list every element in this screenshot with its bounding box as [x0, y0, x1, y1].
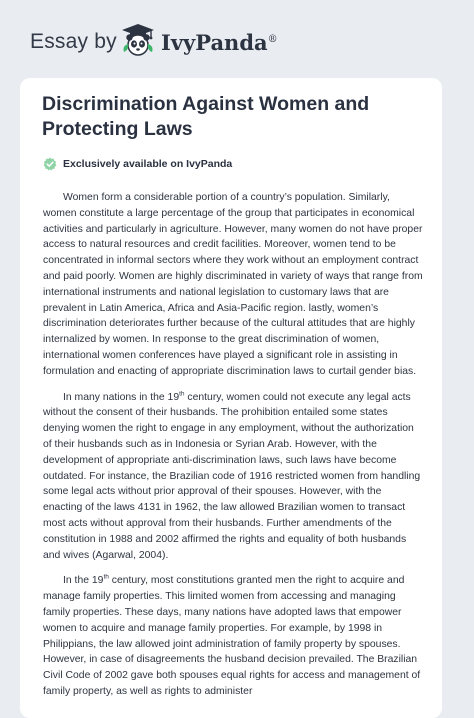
site-header	[0, 0, 474, 78]
panda-graduate-icon[interactable]	[120, 22, 156, 58]
essay-body	[43, 190, 423, 710]
brand-name[interactable]: IvyPanda®	[161, 30, 278, 55]
check-badge-icon	[43, 157, 57, 171]
exclusive-badge	[43, 156, 232, 172]
essay-card	[20, 78, 442, 718]
paragraph: In the 19th century, most constitutions granted men the right to acquire and manage family properties. This limited women from accessing and managing family properties. These days, many nations have adopted laws that empower women to acquire and manage family properties. For example, by 1998 in Philippians, the law allowed joint administration of family property by spouses. However, in case of disagreements the husband decision prevailed. The Brazilian Civil Code of 2002 gave both spouses equal rights for access and management of family property, as well as rights to administer	[43, 573, 421, 697]
paragraph: Women form a considerable portion of a country’s population. Similarly, women constitute a large percentage of the group that participates in economical activities and particularly in agriculture. However, many women do not have proper access to natural resources and credit facilities. Moreover, women tend to be concentrated in informal sectors where they work without an employment contract and paid poorly. Women are highly discriminated in variety of ways that range from international instruments and national legislation to customary laws that are prevalent in Latin America, Africa and Asia-Pacific region. lastly, women’s discrimination deteriorates further because of the cultural attitudes that are highly internalized by women. In response to the great discrimination of women, international women conferences have played a significant role in assisting in formulation and enacting of appropriate discrimination laws to curtail gender bias.	[43, 192, 423, 377]
exclusive-badge-text: Exclusively available on IvyPanda	[63, 158, 233, 170]
paragraph: In many nations in the 19th century, women could not execute any legal acts without the consent of their husbands. The prohibition entailed some states denying women the right to engage in any employment, without the authorization of their husbands such as in Indonesia or Syrian Arab. However, with the development of appropriate anti-discrimination laws, such laws have become outdated. For instance, the Brazilian code of 1916 restricted women from handling some legal acts without prior approval of their spouses. However, with the enacting of the laws 4131 in 1962, the law allowed Brazilian women to transact most acts without approval from their husbands. Further amendments of the constitution in 1988 and 2002 affirmed the rights and equality of both husbands and wives (Agarwal, 2004).	[43, 390, 421, 561]
essay-title: Discrimination Against Women and Protecting Laws	[42, 93, 370, 140]
essay-by-label: Essay by	[30, 30, 117, 53]
